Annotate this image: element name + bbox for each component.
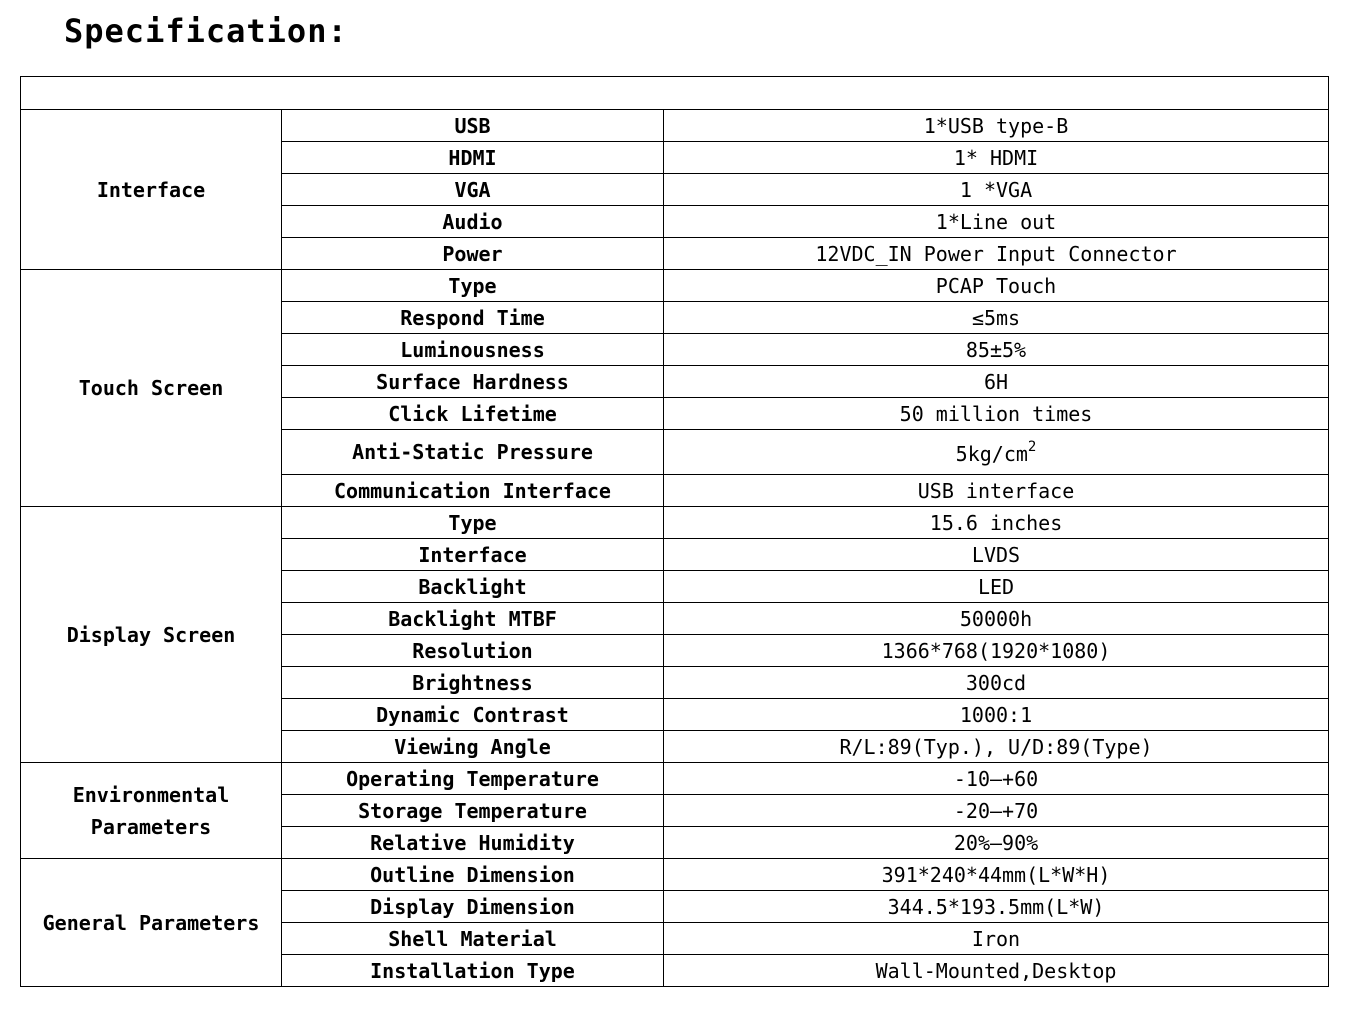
value-text: LED — [977, 574, 1015, 599]
value-text: -10—+60 — [953, 766, 1039, 791]
param-value — [664, 507, 1329, 539]
value-text: 12VDC_IN Power Input Connector — [815, 241, 1177, 266]
param-label: Resolution — [282, 635, 664, 667]
group-label: Display Screen — [21, 507, 282, 763]
value-text: 50000h — [959, 606, 1033, 631]
param-label: Respond Time — [282, 302, 664, 334]
param-label: Viewing Angle — [282, 731, 664, 763]
param-value — [664, 366, 1329, 398]
param-value — [664, 302, 1329, 334]
param-label: Type — [282, 270, 664, 302]
table-row — [21, 859, 1329, 891]
param-value — [664, 539, 1329, 571]
param-label: Click Lifetime — [282, 398, 664, 430]
value-text: Iron — [971, 926, 1021, 951]
param-label: Power — [282, 238, 664, 270]
table-header-row — [21, 77, 1329, 110]
page-title: Specification: — [64, 12, 348, 50]
value-text: ≤5ms — [971, 305, 1021, 330]
param-value — [664, 603, 1329, 635]
param-label: Backlight MTBF — [282, 603, 664, 635]
param-value — [664, 827, 1329, 859]
table-row — [21, 763, 1329, 795]
value-text: 391*240*44mm(L*W*H) — [881, 862, 1111, 887]
value-text: 300cd — [965, 670, 1027, 695]
param-label: Surface Hardness — [282, 366, 664, 398]
value-text: 20%—90% — [953, 830, 1039, 855]
value-text: -20—+70 — [953, 798, 1039, 823]
value-text: 1 *VGA — [959, 177, 1033, 202]
value-text: R/L:89(Typ.), U/D:89(Type) — [839, 734, 1153, 759]
param-value — [664, 174, 1329, 206]
param-label: Backlight — [282, 571, 664, 603]
param-label: Installation Type — [282, 955, 664, 987]
group-label: Touch Screen — [21, 270, 282, 507]
param-value — [664, 667, 1329, 699]
param-label: Type — [282, 507, 664, 539]
param-value — [664, 699, 1329, 731]
group-label: Interface — [21, 110, 282, 270]
param-value — [664, 763, 1329, 795]
value-text: 1*Line out — [935, 209, 1057, 234]
param-value — [664, 731, 1329, 763]
param-value — [664, 923, 1329, 955]
value-text: 1*USB type-B — [923, 113, 1069, 138]
param-value — [664, 430, 1329, 475]
param-label: USB — [282, 110, 664, 142]
group-label: Environmental Parameters — [21, 763, 282, 859]
param-value — [664, 955, 1329, 987]
param-label: VGA — [282, 174, 664, 206]
param-label: HDMI — [282, 142, 664, 174]
value-superscript: 2 — [1027, 438, 1037, 455]
param-label: Interface — [282, 539, 664, 571]
param-value — [664, 795, 1329, 827]
param-value — [664, 571, 1329, 603]
param-value — [664, 334, 1329, 366]
value-text: 50 million times — [899, 401, 1093, 426]
param-value — [664, 110, 1329, 142]
value-text: USB interface — [917, 478, 1075, 503]
value-text: 6H — [983, 369, 1009, 394]
param-value — [664, 398, 1329, 430]
value-text: LVDS — [971, 542, 1021, 567]
param-label: Outline Dimension — [282, 859, 664, 891]
param-label: Brightness — [282, 667, 664, 699]
param-value — [664, 475, 1329, 507]
param-label: Luminousness — [282, 334, 664, 366]
param-value — [664, 635, 1329, 667]
param-label: Display Dimension — [282, 891, 664, 923]
param-label: Storage Temperature — [282, 795, 664, 827]
param-label: Anti-Static Pressure — [282, 430, 664, 475]
value-text: 15.6 inches — [929, 510, 1063, 535]
param-label: Dynamic Contrast — [282, 699, 664, 731]
value-text: 5kg/cm — [955, 441, 1028, 466]
value-text: 344.5*193.5mm(L*W) — [887, 894, 1105, 919]
table-header-cell — [21, 77, 1329, 110]
value-text: 1* HDMI — [953, 145, 1039, 170]
value-text: Wall-Mounted,Desktop — [875, 958, 1117, 983]
param-value — [664, 206, 1329, 238]
value-text: PCAP Touch — [935, 273, 1057, 298]
param-label: Operating Temperature — [282, 763, 664, 795]
param-label: Communication Interface — [282, 475, 664, 507]
param-label: Shell Material — [282, 923, 664, 955]
param-label: Relative Humidity — [282, 827, 664, 859]
value-text: 1366*768(1920*1080) — [881, 638, 1111, 663]
param-value — [664, 891, 1329, 923]
param-value — [664, 142, 1329, 174]
table-row — [21, 507, 1329, 539]
param-value — [664, 270, 1329, 302]
param-value — [664, 238, 1329, 270]
table-row — [21, 270, 1329, 302]
param-label: Audio — [282, 206, 664, 238]
value-text: 1000:1 — [959, 702, 1033, 727]
specification-table — [20, 76, 1329, 987]
group-label: General Parameters — [21, 859, 282, 987]
value-text: 85±5% — [965, 337, 1027, 362]
table-row — [21, 110, 1329, 142]
param-value — [664, 859, 1329, 891]
